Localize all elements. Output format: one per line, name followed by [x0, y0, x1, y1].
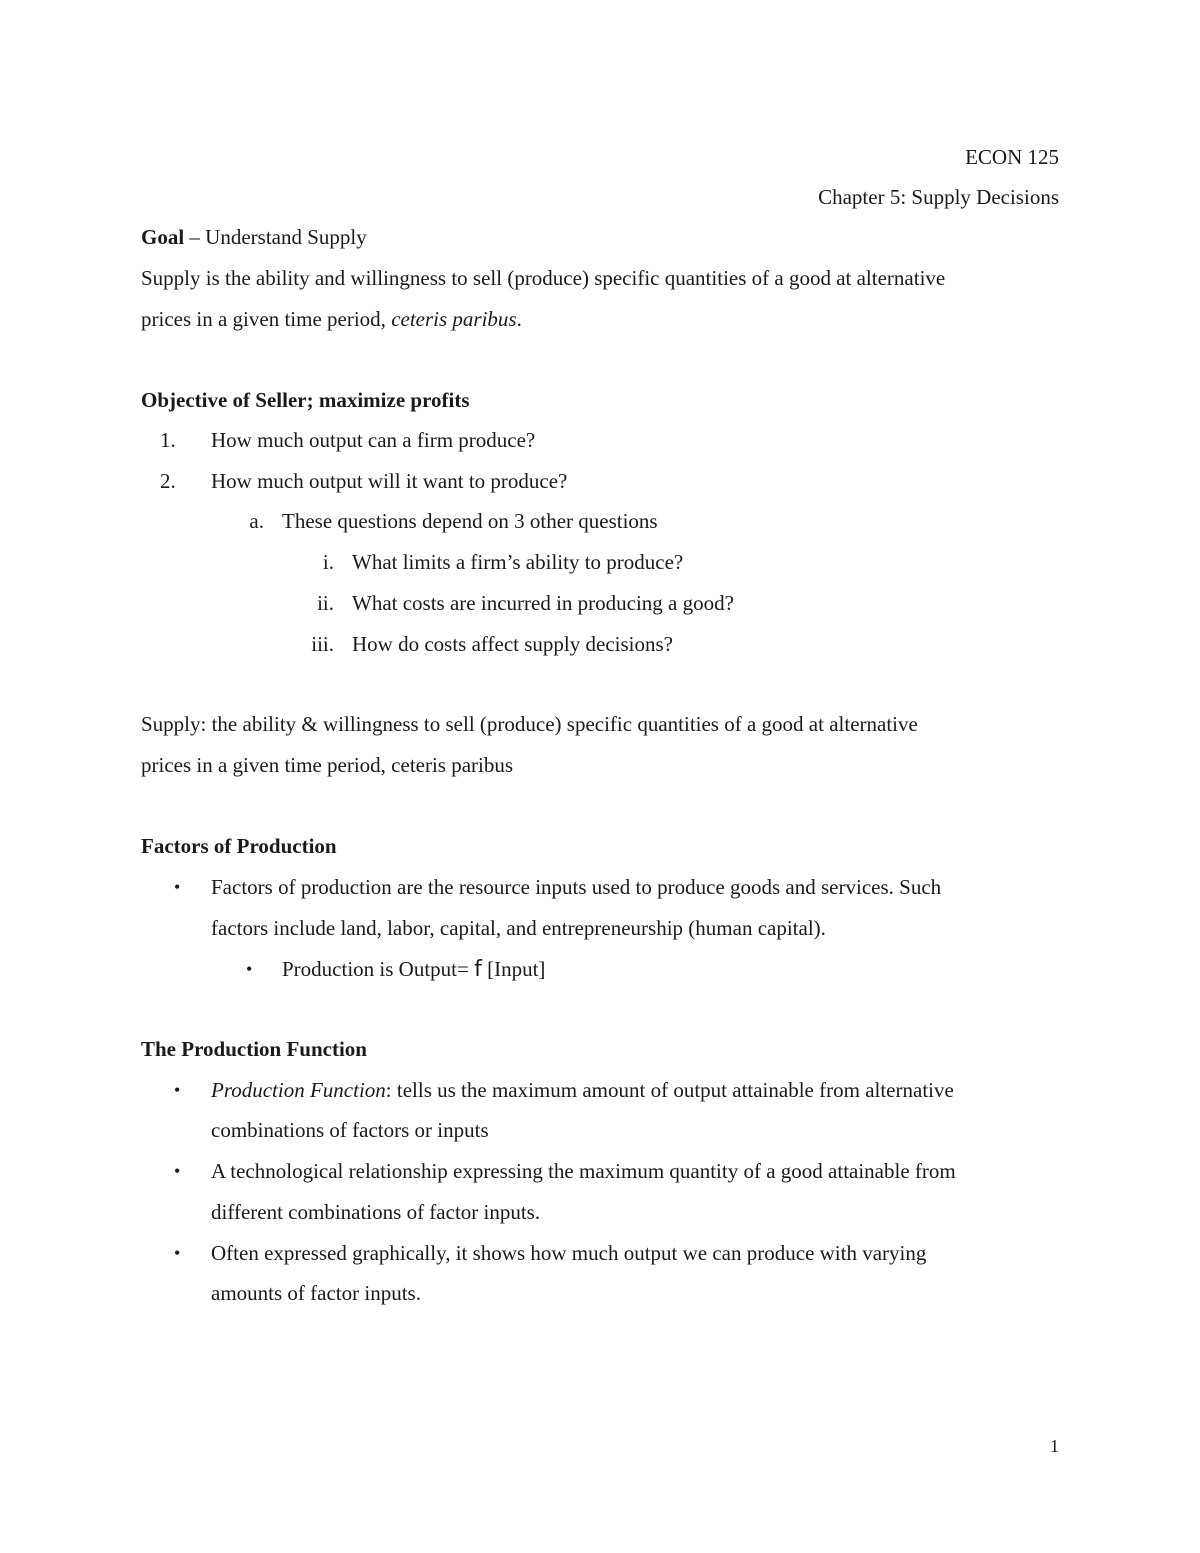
supply-definition2-line2: prices in a given time period, ceteris paribus — [141, 753, 514, 777]
bullet-glyph: • — [174, 1080, 181, 1100]
factors-bullet1-line1: Factors of production are the resource inputs used to produce goods and services. Such — [211, 875, 942, 899]
roman-marker-i: i. — [322, 550, 334, 574]
sub-list-item-a: These questions depend on 3 other questions — [282, 509, 658, 533]
supply-definition2-line1: Supply: the ability & willingness to sell (produce) specific quantities of a good at alternative — [141, 712, 918, 736]
pf-bullet3-line1: Often expressed graphically, it shows how much output we can produce with varying — [211, 1241, 927, 1265]
supply-definition-line1: Supply is the ability and willingness to sell (produce) specific quantities of a good at alternative — [141, 266, 946, 290]
course-code: ECON 125 — [965, 145, 1059, 169]
chapter-title: Chapter 5: Supply Decisions — [818, 185, 1059, 209]
function-f-symbol: f — [474, 957, 482, 982]
pf-term-italic: Production Function — [211, 1078, 386, 1102]
goal-text: Understand Supply — [205, 225, 367, 249]
pf-bullet3-line2: amounts of factor inputs. — [211, 1281, 421, 1305]
roman-marker-ii: ii. — [317, 591, 334, 615]
pf-bullet1-line2: combinations of factors or inputs — [211, 1118, 489, 1142]
list-item-2: How much output will it want to produce? — [211, 469, 568, 493]
pf-bullet1-rest: : tells us the maximum amount of output attainable from alternative — [385, 1078, 954, 1102]
production-function-heading: The Production Function — [141, 1037, 367, 1061]
factors-heading: Factors of Production — [141, 834, 337, 858]
bullet-glyph: • — [174, 1243, 181, 1263]
sub-list-marker-a: a. — [249, 509, 264, 533]
bullet-glyph: • — [174, 877, 181, 897]
formula-prefix: Production is Output= — [282, 957, 475, 981]
roman-item-iii: How do costs affect supply decisions? — [352, 632, 673, 656]
list-marker-2: 2. — [160, 469, 176, 493]
roman-item-ii: What costs are incurred in producing a good? — [352, 591, 734, 615]
goal-label: Goal — [141, 225, 185, 249]
supply-def-suffix: . — [516, 307, 522, 331]
roman-item-i: What limits a firm’s ability to produce? — [352, 550, 684, 574]
pf-bullet2-line2: different combinations of factor inputs. — [211, 1200, 541, 1224]
pf-bullet1-line1 — [211, 1077, 954, 1103]
formula-suffix: [Input] — [481, 957, 546, 981]
supply-definition-line2 — [141, 306, 522, 332]
page-number: 1 — [1050, 1436, 1059, 1456]
bullet-glyph: • — [174, 1161, 181, 1181]
bullet-glyph: • — [246, 959, 253, 979]
list-item-1: How much output can a firm produce? — [211, 428, 536, 452]
pf-bullet2-line1: A technological relationship expressing the maximum quantity of a good attainable from — [211, 1159, 956, 1183]
factors-bullet1-line2: factors include land, labor, capital, and entrepreneurship (human capital). — [211, 916, 826, 940]
production-formula — [282, 956, 545, 983]
objective-heading: Objective of Seller; maximize profits — [141, 388, 470, 412]
goal-line — [141, 224, 367, 250]
roman-marker-iii: iii. — [311, 632, 334, 656]
ceteris-paribus-italic: ceteris paribus — [391, 307, 517, 331]
supply-def-prefix: prices in a given time period, — [141, 307, 392, 331]
list-marker-1: 1. — [160, 428, 176, 452]
goal-dash: – — [184, 225, 206, 249]
